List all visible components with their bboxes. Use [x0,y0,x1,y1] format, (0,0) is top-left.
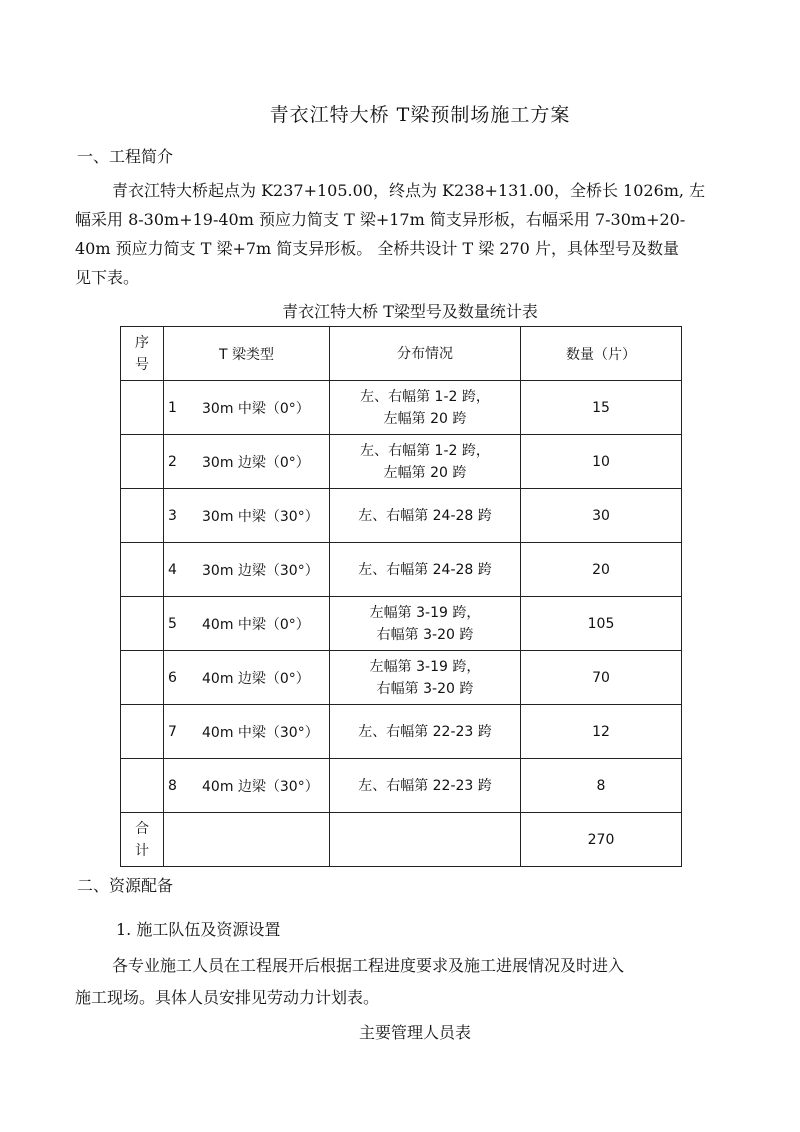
row-number: 7 [168,723,177,740]
table-row [121,435,682,489]
quantity-cell: 105 [521,597,682,651]
table-row [121,705,682,759]
table-row [121,489,682,543]
beam-type: 40m 边梁（30°） [202,778,319,795]
distribution-cell: 左幅第 3-19 跨， 右幅第 3-20 跨 [330,597,521,651]
row-number: 4 [168,561,177,578]
table-row [121,543,682,597]
total-quantity: 270 [521,813,682,867]
subsection-heading: 1. 施工队伍及资源设置 [116,920,281,939]
paragraph-line: 幅采用 8-30m+19-40m 预应力简支 T 梁+17m 简支异形板，右幅采用 7-30m+20- [75,210,686,229]
header-type: T 梁类型 [164,327,330,381]
beam-type: 40m 中梁（30°） [202,724,319,741]
overview-paragraph [75,176,725,292]
row-number: 5 [168,615,177,632]
quantity-cell: 12 [521,705,682,759]
quantity-cell: 8 [521,759,682,813]
paragraph-line: 各专业施工人员在工程展开后根据工程进度要求及施工进展情况及时进入 [112,956,625,975]
quantity-cell: 15 [521,381,682,435]
row-number: 1 [168,399,177,416]
beam-type: 30m 边梁（0°） [202,454,310,471]
page-title: 青衣江特大桥 T梁预制场施工方案 [269,104,571,126]
distribution-cell: 左、右幅第 22-23 跨 [330,705,521,759]
paragraph-line: 青衣江特大桥起点为 K237+105.00，终点为 K238+131.00，全桥长 1026m, 左 [112,181,706,200]
beam-type: 30m 中梁（30°） [202,508,319,525]
table-row [121,597,682,651]
quantity-cell: 10 [521,435,682,489]
table-total-row [121,813,682,867]
management-table-caption: 主要管理人员表 [358,1023,471,1042]
table-header-row [121,327,682,381]
section-heading-overview: 一、工程简介 [77,147,174,166]
distribution-cell: 左、右幅第 24-28 跨 [330,489,521,543]
paragraph-line: 40m 预应力简支 T 梁+7m 简支异形板。 全桥共设计 T 梁 270 片，具体型号及数量 [75,239,679,258]
distribution-cell: 左幅第 3-19 跨， 右幅第 3-20 跨 [330,651,521,705]
row-number: 2 [168,453,177,470]
paragraph-line: 见下表。 [75,268,140,287]
resources-paragraph [75,950,725,1014]
header-quantity: 数量（片） [521,327,682,381]
row-number: 6 [168,669,177,686]
quantity-cell: 70 [521,651,682,705]
quantity-cell: 20 [521,543,682,597]
distribution-cell: 左、右幅第 24-28 跨 [330,543,521,597]
distribution-cell: 左、右幅第 22-23 跨 [330,759,521,813]
row-number: 3 [168,507,177,524]
beam-type: 30m 边梁（30°） [202,562,319,579]
distribution-cell: 左、右幅第 1-2 跨， 左幅第 20 跨 [330,381,521,435]
beam-type: 30m 中梁（0°） [202,400,310,417]
beam-type: 40m 中梁（0°） [202,616,310,633]
header-index: 序 号 [121,327,164,381]
table-row [121,759,682,813]
section-heading-resources: 二、资源配备 [77,876,174,895]
quantity-cell: 30 [521,489,682,543]
row-number: 8 [168,777,177,794]
table-row [121,651,682,705]
paragraph-line: 施工现场。具体人员安排见劳动力计划表。 [75,988,380,1007]
header-distribution: 分布情况 [330,327,521,381]
total-label: 合 计 [121,813,164,867]
beam-statistics-table [120,326,682,867]
distribution-cell: 左、右幅第 1-2 跨， 左幅第 20 跨 [330,435,521,489]
table-row [121,381,682,435]
table-caption: 青衣江特大桥 T梁型号及数量统计表 [282,302,538,321]
beam-type: 40m 边梁（0°） [202,670,310,687]
